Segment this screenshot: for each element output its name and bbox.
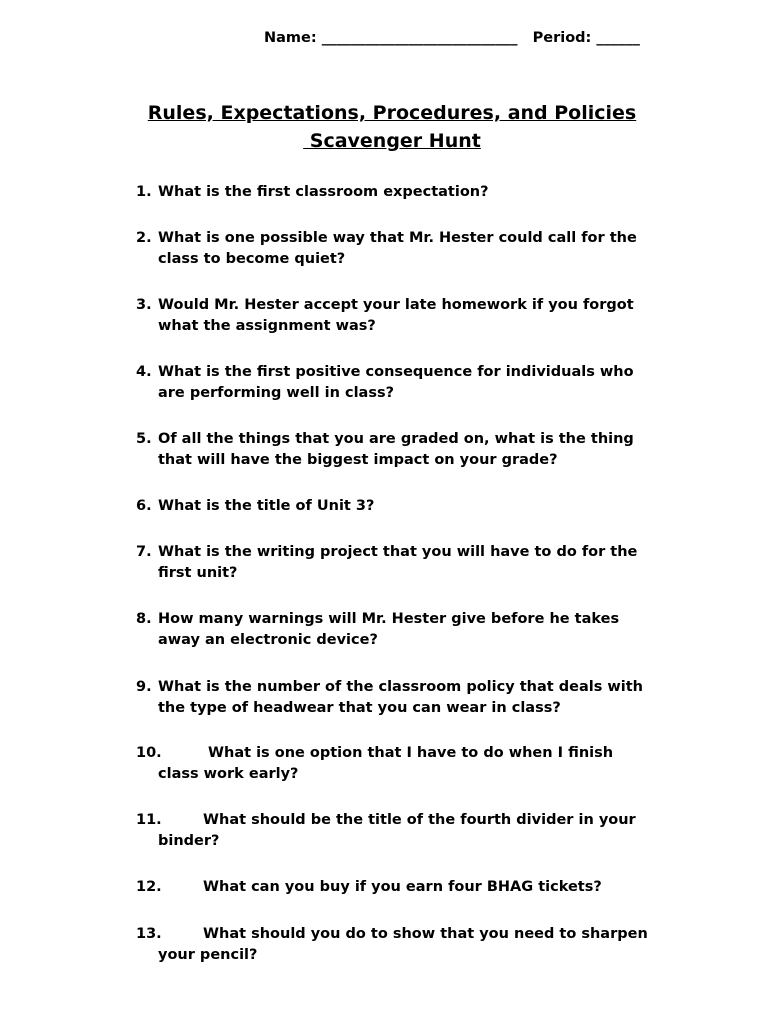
question-text: Of all the things that you are graded on, what is the thing that will have the biggest impact on your grade? bbox=[158, 431, 634, 468]
period-field-label: Period: ______ bbox=[532, 30, 640, 46]
question-text: What is one option that I have to do when I finish class work early? bbox=[158, 745, 614, 782]
question-text: What is the number of the classroom policy that deals with the type of headwear that you can wear in class? bbox=[158, 679, 643, 716]
question-item bbox=[136, 677, 656, 719]
question-item bbox=[136, 743, 656, 785]
question-text: What is the first classroom expectation? bbox=[158, 184, 489, 200]
page-title: Rules, Expectations, Procedures, and Policies bbox=[147, 102, 637, 124]
question-text: How many warnings will Mr. Hester give before he takes away an electronic device? bbox=[158, 611, 620, 648]
question-number: 2. bbox=[136, 230, 152, 246]
question-number: 11. bbox=[136, 812, 162, 828]
header-line bbox=[264, 30, 640, 46]
question-item bbox=[136, 877, 656, 898]
question-item bbox=[136, 810, 656, 852]
question-number: 9. bbox=[136, 679, 152, 695]
question-number: 12. bbox=[136, 879, 162, 895]
question-number: 4. bbox=[136, 364, 152, 380]
question-number: 6. bbox=[136, 498, 152, 514]
question-number: 1. bbox=[136, 184, 152, 200]
name-field-label: Name: ___________________________ bbox=[264, 30, 518, 46]
question-text: What is the writing project that you will have to do for the first unit? bbox=[158, 544, 638, 581]
question-item bbox=[136, 496, 656, 517]
question-text: What can you buy if you earn four BHAG tickets? bbox=[203, 879, 602, 895]
question-item bbox=[136, 542, 656, 584]
question-item bbox=[136, 228, 656, 270]
question-item bbox=[136, 924, 656, 966]
question-text: Would Mr. Hester accept your late homework if you forgot what the assignment was? bbox=[158, 297, 634, 334]
question-item bbox=[136, 362, 656, 404]
page-subtitle: Scavenger Hunt bbox=[303, 130, 481, 152]
question-number: 13. bbox=[136, 926, 162, 942]
question-number: 8. bbox=[136, 611, 152, 627]
question-text: What is one possible way that Mr. Hester could call for the class to become quiet? bbox=[158, 230, 637, 267]
question-text: What is the first positive consequence for individuals who are performing well in class? bbox=[158, 364, 634, 401]
question-number: 3. bbox=[136, 297, 152, 313]
question-number: 10. bbox=[136, 745, 162, 761]
question-text: What should you do to show that you need to sharpen your pencil? bbox=[158, 926, 648, 963]
question-number: 5. bbox=[136, 431, 152, 447]
question-item bbox=[136, 295, 656, 337]
question-text: What is the title of Unit 3? bbox=[158, 498, 375, 514]
question-item bbox=[136, 609, 656, 651]
question-text: What should be the title of the fourth divider in your binder? bbox=[158, 812, 636, 849]
question-item bbox=[136, 182, 656, 203]
question-number: 7. bbox=[136, 544, 152, 560]
question-item bbox=[136, 429, 656, 471]
